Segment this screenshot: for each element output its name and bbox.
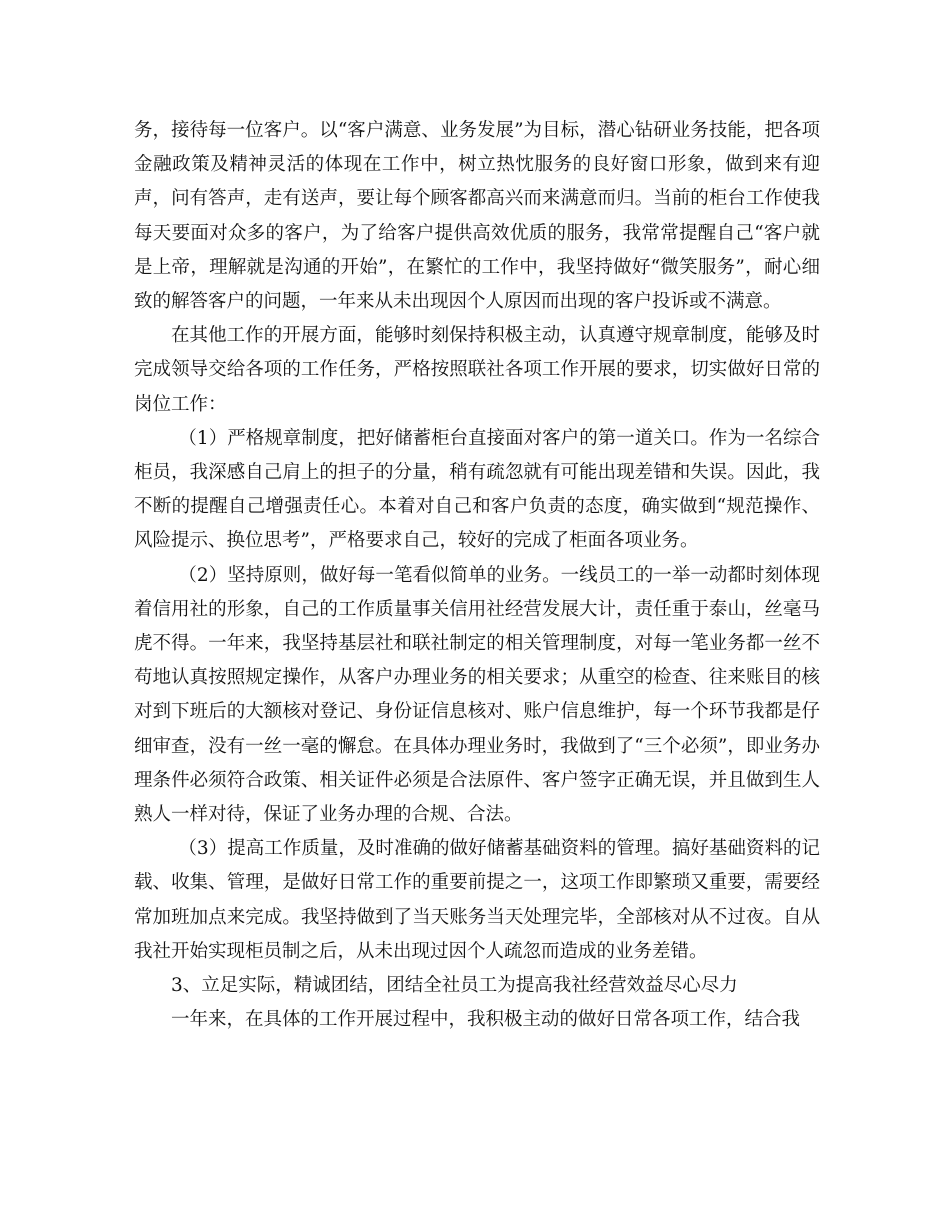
paragraph-item-2: （2）坚持原则，做好每一笔看似简单的业务。一线员工的一举一动都时刻体现着信用社的形象，自己的工作质量事关信用社经营发展大计，责任重于泰山，丝毫马虎不得。一年来，我坚持基层社和联社制定的相关管理制度，对每一笔业务都一丝不苟地认真按照规定操作，从客户办理业务的相关要求；从重空的检查、往来账目的核对到下班后的大额核对登记、身份证信息核对、账户信息维护，每一个环节我都是仔细审查，没有一丝一毫的懈怠。在具体办理业务时，我做到了“三个必须”，即业务办理条件必须符合政策、相关证件必须是合法原件、客户签字正确无误，并且做到生人熟人一样对待，保证了业务办理的合规、合法。 bbox=[134, 564, 820, 826]
paragraph-other-work: 在其他工作的开展方面，能够时刻保持积极主动，认真遵守规章制度，能够及时完成领导交给各项的工作任务，严格按照联社各项工作开展的要求，切实做好日常的岗位工作： bbox=[134, 325, 820, 415]
paragraph-service: 务，接待每一位客户。以“客户满意、业务发展”为目标，潜心钻研业务技能，把各项金融政策及精神灵活的体现在工作中，树立热忱服务的良好窗口形象，做到来有迎声，问有答声，走有送声，要让每个顾客都高兴而来满意而归。当前的柜台工作使我每天要面对众多的客户，为了给客户提供高效优质的服务，我常常提醒自己“客户就是上帝，理解就是沟通的开始”，在繁忙的工作中，我坚持做好“微笑服务”，耐心细致的解答客户的问题，一年来从未出现因个人原因而出现的客户投诉或不满意。 bbox=[134, 120, 820, 313]
paragraph-year-summary: 一年来，在具体的工作开展过程中，我积极主动的做好日常各项工作，结合我 bbox=[171, 1009, 801, 1031]
section-heading-3: 3、立足实际，精诚团结，团结全社员工为提高我社经营效益尽心尽力 bbox=[171, 975, 738, 997]
document-page bbox=[134, 114, 820, 1037]
paragraph-item-1: （1）严格规章制度，把好储蓄柜台直接面对客户的第一道关口。作为一名综合柜员，我深感自己肩上的担子的分量，稍有疏忽就有可能出现差错和失误。因此，我不断的提醒自己增强责任心。本着对自己和客户负责的态度，确实做到“规范操作、风险提示、换位思考”，严格要求自己，较好的完成了柜面各项业务。 bbox=[134, 427, 820, 552]
paragraph-item-3: （3）提高工作质量，及时准确的做好储蓄基础资料的管理。搞好基础资料的记载、收集、管理，是做好日常工作的重要前提之一，这项工作即繁琐又重要，需要经常加班加点来完成。我坚持做到了当天账务当天处理完毕，全部核对从不过夜。自从我社开始实现柜员制之后，从未出现过因个人疏忽而造成的业务差错。 bbox=[134, 838, 820, 962]
